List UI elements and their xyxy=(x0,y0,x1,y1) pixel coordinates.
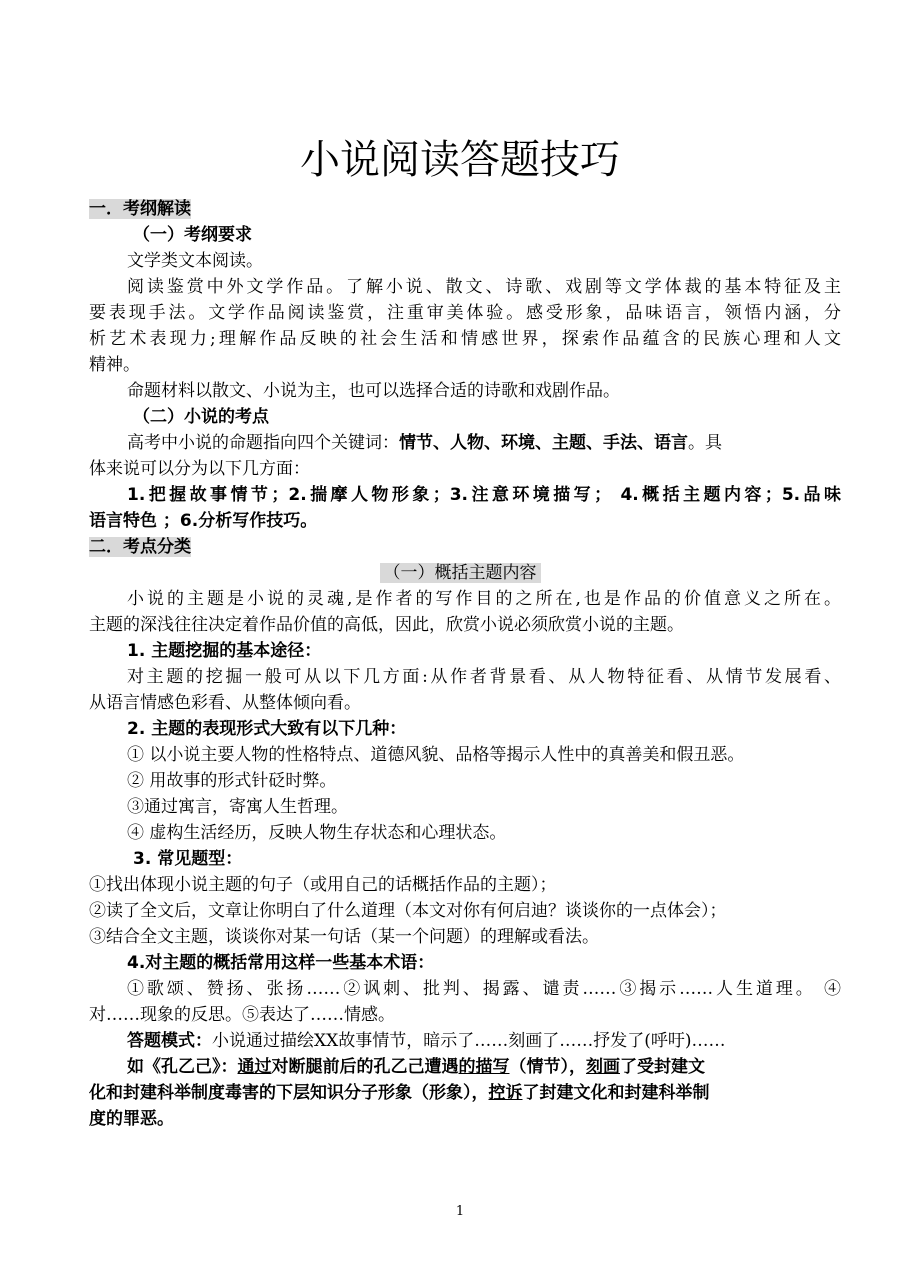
paragraph-line: 精神。 xyxy=(89,355,140,375)
numbered-heading: 2. 主题的表现形式大致有以下几种： xyxy=(127,719,407,739)
paragraph-line: 小说的主题是小说的灵魂,是作者的写作目的之所在,也是作品的价值意义之所在。 xyxy=(127,589,841,609)
paragraph: 文学类文本阅读。 xyxy=(127,251,263,271)
exam-points-list: 1.把握故事情节；2.揣摩人物形象；3.注意环境描写； 4.概括主题内容；5.品味 xyxy=(127,485,841,505)
subheading-theme: （一）概括主题内容 xyxy=(0,560,920,586)
list-item: ① 以小说主要人物的性格特点、道德风貌、品格等揭示人性中的真善美和假丑恶。 xyxy=(127,745,745,765)
list-item: ③结合全文主题，谈谈你对某一句话（某一个问题）的理解或看法。 xyxy=(89,927,599,947)
paragraph-line: 从语言情感色彩看、从整体倾向看。 xyxy=(89,693,361,713)
section-heading-2: 二．考点分类 xyxy=(89,537,191,557)
paragraph-line: ①歌颂、赞扬、张扬……②讽刺、批判、揭露、谴责……③揭示……人生道理。 ④ xyxy=(127,979,841,999)
example-line: 度的罪恶。 xyxy=(89,1109,174,1129)
paragraph-line: 主题的深浅往往决定着作品价值的高低，因此，欣赏小说必须欣赏小说的主题。 xyxy=(89,615,684,635)
page-title: 小说阅读答题技巧 xyxy=(300,137,620,183)
section-heading-1: 一．考纲解读 xyxy=(89,199,191,219)
numbered-heading: 1. 主题挖掘的基本途径： xyxy=(127,641,322,661)
numbered-heading: 3. 常见题型： xyxy=(133,849,243,869)
list-item: ④ 虚构生活经历，反映人物生存状态和心理状态。 xyxy=(127,823,507,843)
paragraph: 命题材料以散文、小说为主，也可以选择合适的诗歌和戏剧作品。 xyxy=(127,381,620,401)
example-line: 化和封建科举制度毒害的下层知识分子形象（形象），控诉了封建文化和封建科举制 xyxy=(89,1083,710,1103)
list-item: ②读了全文后，文章让你明白了什么道理（本文对你有何启迪？谈谈你的一点体会）； xyxy=(89,901,727,921)
subheading-requirements: （一）考纲要求 xyxy=(133,225,252,245)
example-line: 如《孔乙己》：通过对断腿前后的孔乙己遭遇的描写（情节），刻画了受封建文 xyxy=(127,1057,705,1077)
paragraph-line: 对主题的挖掘一般可从以下几方面:从作者背景看、从人物特征看、从情节发展看、 xyxy=(127,667,841,687)
answer-template: 答题模式：小说通过描绘XX故事情节，暗示了……刻画了……抒发了(呼吁)…… xyxy=(127,1031,726,1051)
subheading-exam-points: （二）小说的考点 xyxy=(133,407,269,427)
numbered-heading: 4.对主题的概括常用这样一些基本术语： xyxy=(127,953,435,973)
list-item: ② 用故事的形式针砭时弊。 xyxy=(127,771,337,791)
list-item: ③通过寓言，寄寓人生哲理。 xyxy=(127,797,348,817)
paragraph-line: 对……现象的反思。⑤表达了……情感。 xyxy=(89,1005,395,1025)
paragraph-line: 析艺术表现力;理解作品反映的社会生活和情感世界，探索作品蕴含的民族心理和人文 xyxy=(89,329,841,349)
exam-points-list: 语言特色 ；6.分析写作技巧。 xyxy=(89,511,318,531)
paragraph-line: 阅读鉴赏中外文学作品。了解小说、散文、诗歌、戏剧等文学体裁的基本特征及主 xyxy=(127,277,841,297)
paragraph-line: 要表现手法。文学作品阅读鉴赏，注重审美体验。感受形象，品味语言，领悟内涵，分 xyxy=(89,303,841,323)
keywords: 情节、人物、环境、主题、手法、语言 xyxy=(399,433,688,453)
list-item: ①找出体现小说主题的句子（或用自己的话概括作品的主题）； xyxy=(89,875,557,895)
paragraph-line: 高考中小说的命题指向四个关键词：情节、人物、环境、主题、手法、语言。具 xyxy=(127,433,722,453)
paragraph-line: 体来说可以分为以下几方面： xyxy=(89,459,310,479)
page-number: 1 xyxy=(455,1204,465,1219)
